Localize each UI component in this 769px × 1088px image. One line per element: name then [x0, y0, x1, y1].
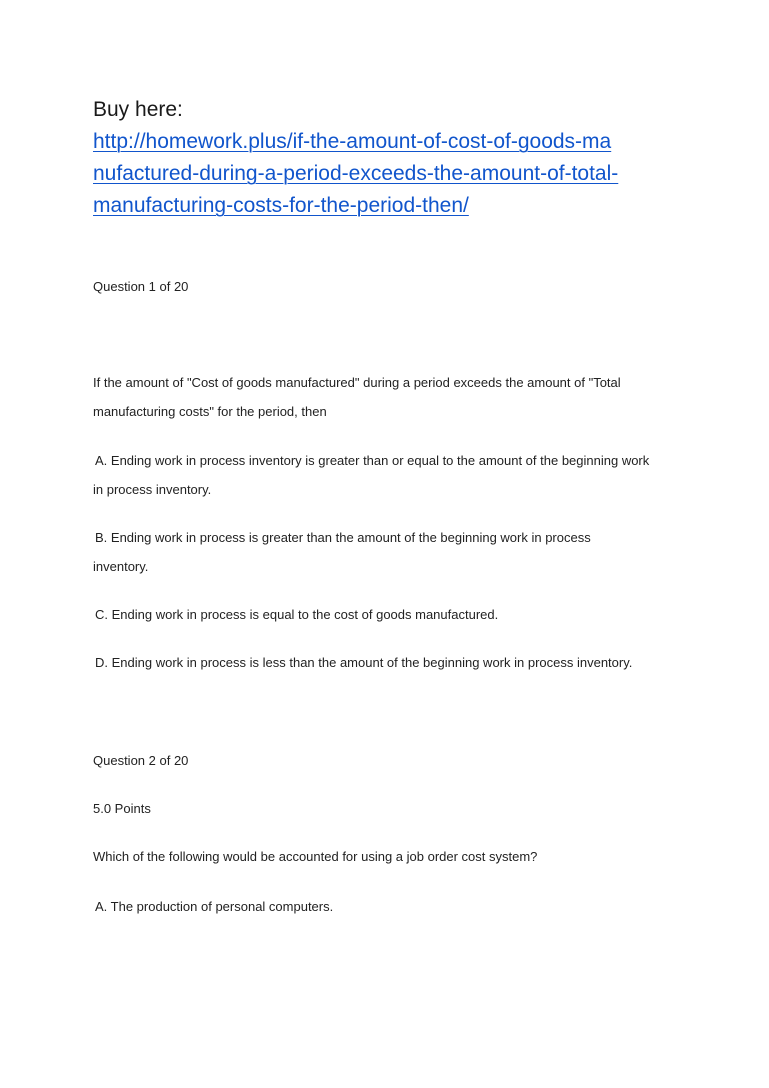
question-1-option-a-line-2: in process inventory.: [93, 482, 212, 497]
question-1-header: Question 1 of 20: [93, 279, 189, 294]
question-1-option-a-line-1: A. Ending work in process inventory is greater than or equal to the amount of the beginning work: [95, 453, 650, 468]
question-2-option-a: A. The production of personal computers.: [95, 899, 334, 914]
purchase-link-line-3[interactable]: manufacturing-costs-for-the-period-then/: [93, 194, 469, 217]
question-1-option-b-line-2: inventory.: [93, 559, 149, 574]
question-2-points: 5.0 Points: [93, 801, 151, 816]
question-1-option-d: D. Ending work in process is less than the amount of the beginning work in process inventory.: [95, 655, 633, 670]
question-2-header: Question 2 of 20: [93, 753, 189, 768]
purchase-link-line-2[interactable]: nufactured-during-a-period-exceeds-the-amount-of-total-: [93, 162, 619, 185]
question-1-text-line-2: manufacturing costs" for the period, then: [93, 404, 327, 419]
question-1-option-b-line-1: B. Ending work in process is greater than the amount of the beginning work in process: [95, 530, 591, 545]
question-1-option-c: C. Ending work in process is equal to the cost of goods manufactured.: [95, 607, 499, 622]
question-1-text-line-1: If the amount of "Cost of goods manufactured" during a period exceeds the amount of "Total: [93, 375, 621, 390]
buy-here-label: Buy here:: [93, 98, 183, 121]
purchase-link-line-1[interactable]: http://homework.plus/if-the-amount-of-cost-of-goods-ma: [93, 130, 612, 153]
question-2-text: Which of the following would be accounted for using a job order cost system?: [93, 849, 538, 864]
